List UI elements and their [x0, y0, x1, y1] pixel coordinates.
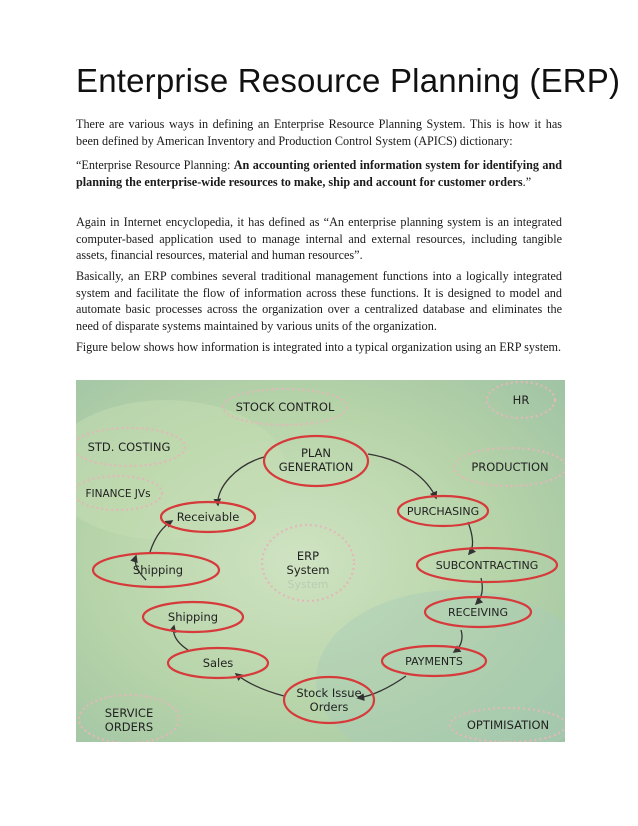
purchasing-label: PURCHASING [406, 505, 480, 518]
erp-diagram-svg [76, 380, 565, 742]
hr-label: HR [512, 393, 530, 407]
erp-center-watermark: System [287, 578, 329, 591]
quote-close: .” [522, 174, 532, 189]
service-orders-label-2: ORDERS [104, 720, 154, 734]
receivable-label: Receivable [176, 510, 240, 524]
figure-caption: Figure below shows how information is integrated into a typical organization using an ERP system. [76, 340, 562, 354]
shipping-inner-label: Shipping [167, 610, 219, 624]
page-title: Enterprise Resource Planning (ERP) [76, 62, 621, 99]
intro-paragraph: There are various ways in defining an Enterprise Resource Planning System. This is how it has been defined by American Inventory and Production Control System (APICS) dictionary: [76, 117, 562, 148]
payments-label: PAYMENTS [405, 655, 463, 668]
receiving-label: RECEIVING [448, 606, 508, 619]
stock-control-label: STOCK CONTROL [235, 400, 335, 414]
service-orders-label-1: SERVICE [104, 706, 154, 720]
optimisation-label: OPTIMISATION [466, 718, 550, 732]
subcontracting-label: SUBCONTRACTING [435, 559, 539, 572]
encyclopedia-paragraph: Again in Internet encyclopedia, it has defined as “An enterprise planning system is an integrated computer-based application used to manage internal and external resources, including tangible assets, financial resources, material and human resources”. [76, 215, 562, 262]
plan-generation-label-1: PLAN [300, 446, 332, 460]
basically-paragraph: Basically, an ERP combines several traditional management functions into a logically integrated system and facilitate the flow of information across these functions. It is designed to model and automate basic processes across the organization over a centralized database and eliminates the need of disparate systems maintained by various units of the organization. [76, 269, 562, 333]
stock-issue-label-1: Stock Issue [296, 686, 362, 700]
erp-diagram [76, 380, 565, 742]
sales-label: Sales [202, 656, 234, 670]
quote-definition: An accounting oriented information system for identifying and planning the enterprise-wide resources to make, ship and account for customer orders [76, 158, 562, 189]
finance-jvs-label: FINANCE JVs [85, 488, 151, 500]
stock-issue-label-2: Orders [309, 700, 349, 714]
production-label: PRODUCTION [471, 460, 549, 474]
plan-generation-label-2: GENERATION [278, 460, 354, 474]
apics-quote-paragraph [76, 157, 562, 190]
erp-center-label-2: System [286, 563, 330, 577]
erp-center-label-1: ERP [296, 549, 320, 563]
quote-open: “Enterprise Resource Planning: [76, 158, 234, 172]
shipping-outer-label: Shipping [132, 563, 184, 577]
std-costing-label: STD. COSTING [87, 440, 171, 454]
